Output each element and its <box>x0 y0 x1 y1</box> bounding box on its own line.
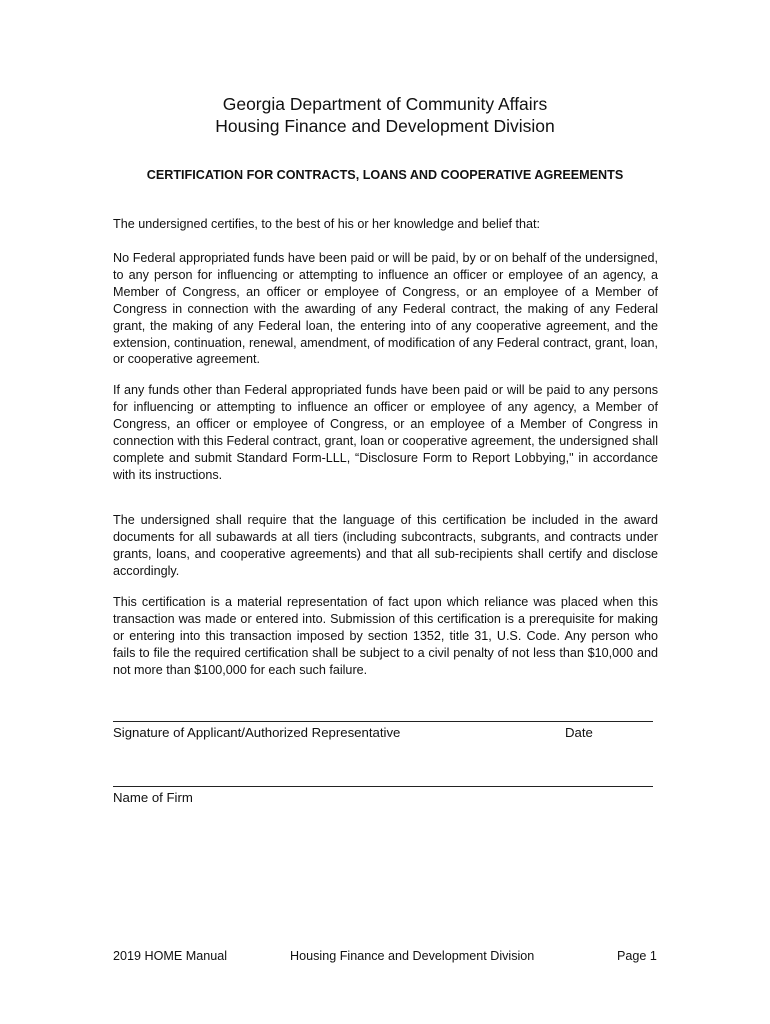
footer-page-number: Page 1 <box>617 949 657 963</box>
document-title: CERTIFICATION FOR CONTRACTS, LOANS AND COOPERATIVE AGREEMENTS <box>146 168 624 182</box>
firm-name-label: Name of Firm <box>113 790 193 805</box>
intro-paragraph: The undersigned certifies, to the best of his or her knowledge and belief that: <box>113 217 541 231</box>
footer-division: Housing Finance and Development Division <box>290 949 535 963</box>
signature-line[interactable] <box>113 721 653 722</box>
signature-date-label: Date <box>565 725 593 740</box>
paragraph-federal-funds: No Federal appropriated funds have been paid or will be paid, by or on behalf of the undersigned, to any person for influencing or attempting to influence an officer or employee of an agency, a Member of Congress, an officer or employee of Congress, or an employee of a Member of Congress in connection with the awarding of any Federal contract, the making of any Federal grant, the making of any Federal loan, the entering into of any cooperative agreement, and the extension, continuation, renewal, amendment, of modification of any Federal contract, grant, loan, or cooperative agreement. <box>113 251 658 367</box>
header-agency: Georgia Department of Community Affairs <box>222 94 548 114</box>
paragraph-subawards: The undersigned shall require that the language of this certification be included in the award documents for all subawards at all tiers (including subcontracts, subgrants, and contracts under grants, loans, and cooperative agreements) and that all sub-recipients shall certify and disclose accordingly. <box>113 513 658 578</box>
firm-name-line[interactable] <box>113 786 653 787</box>
signature-applicant-label: Signature of Applicant/Authorized Representative <box>113 725 401 740</box>
footer-manual: 2019 HOME Manual <box>113 949 228 963</box>
paragraph-other-funds: If any funds other than Federal appropriated funds have been paid or will be paid to any persons for influencing or attempting to influence an officer or employee of any agency, a Member of Congress, an officer or employee of Congress, or an employee of a Member of Congress in connection with this Federal contract, grant, loan or cooperative agreement, the undersigned shall complete and submit Standard Form-LLL, “Disclosure Form to Report Lobbying," in accordance with its instructions. <box>113 383 658 482</box>
paragraph-material-representation: This certification is a material representation of fact upon which reliance was placed when this transaction was made or entered into. Submission of this certification is a prerequisite for making or entering into this transaction imposed by section 1352, title 31, U.S. Code. Any person who fails to file the required certification shall be subject to a civil penalty of not less than $10,000 and not more than $100,000 for each such failure. <box>113 595 658 677</box>
header-division: Housing Finance and Development Division <box>215 116 555 136</box>
document-header <box>0 93 770 137</box>
